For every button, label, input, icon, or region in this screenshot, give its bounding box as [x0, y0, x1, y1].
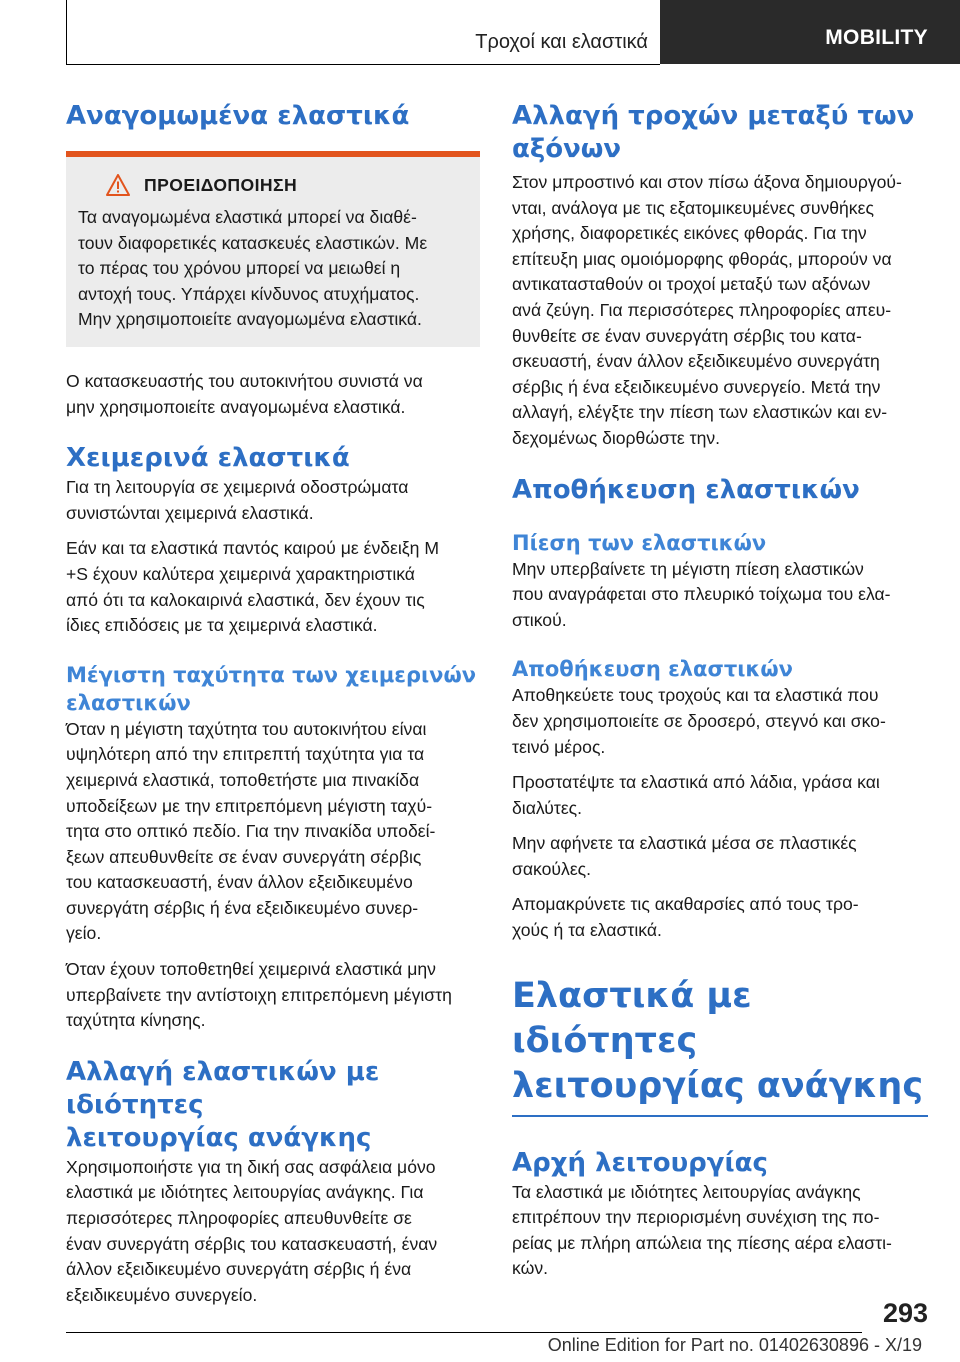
max-speed-text-2: Όταν έχουν τοποθετηθεί χειμερινά ελαστικά μην υπερβαίνετε την αντίστοιχη επιτρεπόμενη μέγιστη ταχύτητα κίνησης. — [66, 959, 452, 1031]
heading-runflat-change: Αλλαγή ελαστικών με ιδιότητες λειτουργίας ανάγκης — [66, 1056, 380, 1153]
axle-swap-text: Στον μπροστινό και στον πίσω άξονα δημιουργού- νται, ανάλογα με τις εξατομικευμένες συνθήκες χρήσης, διαφορετικές εικόνες φθοράς. Για την επίτευξη μιας ομοιόμορφης φθοράς, μπορούν να αντικατασταθούν οι τροχοί μεταξύ των αξόνων ανά ζεύγη. Για περισσότερες πληροφορίες απευ- θυνθείτε σε έναν συνεργάτη σέρβις του κατα- σκευαστή, έναν άλλον εξειδικευμένο συνεργάτη σέρβις ή ένα εξειδικευμένο συνεργείο. Μετά την αλλαγή, ελέγξτε την πίεση των ελαστικών και εν- δεχομένως διορθώστε την. — [512, 172, 902, 448]
max-speed-text-1: Όταν η μέγιστη ταχύτητα του αυτοκινήτου είναι υψηλότερη από την επιτρεπτή ταχύτητα για τα χειμερινά ελαστικά, τοποθετήστε μια πινακίδα υποδείξεων με την επιτρεπόμενη μέγιστη ταχύ- τητα στο οπτικό πεδίο. Για την πινακίδα υποδεί- ξεων απευθυνθείτε σε έναν συνεργάτη σέρβις του κατασκευαστή, έναν άλλον εξειδικευμένο συνεργάτη σέρβις ή ένα εξειδικευμένο συνερ- γείο. — [66, 718, 436, 944]
warning-box — [66, 151, 480, 347]
warning-triangle-icon — [106, 174, 130, 196]
footer-rule — [66, 1332, 862, 1333]
heading-winter-max-speed: Μέγιστη ταχύτητα των χειμερινών ελαστικών — [66, 662, 477, 715]
heading-storage-sub: Αποθήκευση ελαστικών — [512, 657, 793, 682]
chapter-label: MOBILITY — [825, 26, 928, 49]
heading-axle-swap: Αλλαγή τροχών μεταξύ των αξόνων — [512, 101, 915, 164]
left-column — [66, 100, 480, 1308]
retread-text: Ο κατασκευαστής του αυτοκινήτου συνιστά να μην χρησιμοποιείτε αναγομωμένα ελαστικά. — [66, 370, 423, 417]
winter-text-1: Για τη λειτουργία σε χειμερινά οδοστρώματα συνιστώνται χειμερινά ελαστικά. — [66, 477, 409, 523]
warning-title: ΠΡΟΕΙΔΟΠΟΙΗΣΗ — [144, 174, 298, 195]
heading-principle: Αρχή λειτουργίας — [512, 1147, 768, 1178]
pressure-text: Μην υπερβαίνετε τη μέγιστη πίεση ελαστικών που αναγράφεται στο πλευρικό τοίχωμα του ελα- στικού. — [512, 558, 891, 630]
heading-runflat-tires: Ελαστικά με ιδιότητες λειτουργίας ανάγκης — [512, 975, 924, 1106]
section-title: Τροχοί και ελαστικά — [475, 31, 648, 53]
storage-text-2: Προστατέψτε τα ελαστικά από λάδια, γράσα και διαλύτες. — [512, 772, 880, 818]
warning-text: Τα αναγομωμένα ελαστικά μπορεί να διαθέ- τουν διαφορετικές κατασκευές ελαστικών. Με το πέρας του χρόνου μπορεί να μειωθεί η αντοχή τους. Υπάρχει κίνδυνος ατυχήματος. Μην χρησιμοποιείτε αναγομωμένα ελαστικά. — [78, 207, 428, 330]
storage-text-4: Απομακρύνετε τις ακαθαρσίες από τους τρο- χούς ή τα ελαστικά. — [512, 894, 859, 941]
principle-text: Τα ελαστικά με ιδιότητες λειτουργίας ανάγκης επιτρέπουν την περιορισμένη συνέχιση της πο- ρείας με πλήρη απώλεια της πίεσης αέρα ελαστι- κών. — [512, 1181, 892, 1279]
page-number: 293 — [882, 1298, 928, 1328]
storage-text-1: Αποθηκεύετε τους τροχούς και τα ελαστικά που δεν χρησιμοποιείτε σε δροσερό, στεγνό και σκο- τεινό μέρος. — [512, 685, 886, 757]
heading-retread-tires: Αναγομωμένα ελαστικά — [66, 101, 410, 131]
heading-tire-storage: Αποθήκευση ελαστικών — [512, 474, 860, 505]
winter-text-2: Εάν και τα ελαστικά παντός καιρού με ένδειξη M +S έχουν καλύτερα χειμερινά χαρακτηριστικά από ότι τα καλοκαιρινά ελαστικά, δεν έχουν τις ίδιες επιδόσεις με τα χειμερινά ελαστικά. — [66, 538, 439, 636]
heading-tire-pressure: Πίεση των ελαστικών — [512, 530, 767, 555]
runflat-change-text: Χρησιμοποιήστε για τη δική σας ασφάλεια μόνο ελαστικά με ιδιότητες λειτουργίας ανάγκης. Για περισσότερες πληροφορίες απευθυνθείτε σε έναν συνεργάτη σέρβις του κατασκευαστή, έναν άλλον εξειδικευμένο συνεργάτη σέρβις ή ένα εξειδικευμένο συνεργείο. — [66, 1156, 438, 1305]
warning-header — [78, 171, 468, 199]
edition-note: Online Edition for Part no. 01402630896 - X/19 — [547, 1335, 922, 1355]
chapter-tab — [660, 0, 960, 64]
header-rule — [66, 64, 660, 65]
storage-text-3: Μην αφήνετε τα ελαστικά μέσα σε πλαστικές σακούλες. — [512, 833, 857, 879]
header-divider — [66, 0, 67, 64]
right-column — [512, 100, 928, 1282]
heading-winter-tires: Χειμερινά ελαστικά — [66, 443, 350, 474]
page-header — [0, 0, 960, 66]
